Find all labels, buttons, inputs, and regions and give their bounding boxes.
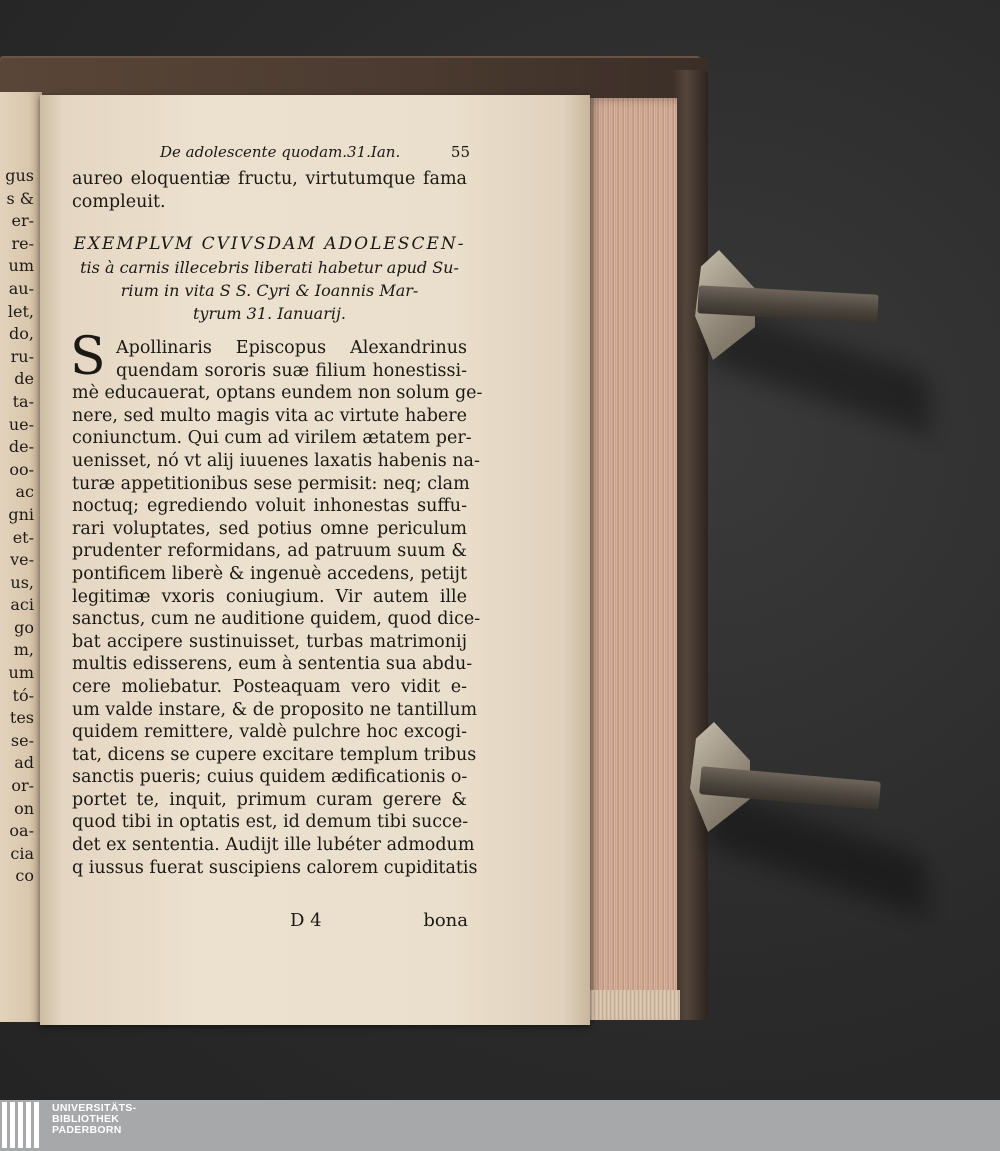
body-line: multis edisserens, eum à sententia sua abdu-	[72, 654, 473, 675]
signature-mark: D 4	[290, 910, 322, 931]
body-line: pontificem liberè & ingenuè accedens, petijt	[72, 563, 467, 584]
left-page-fragment: let,	[7, 301, 34, 321]
body-line: prudenter reformidans, ad patruum suum &	[72, 541, 467, 562]
drop-cap: S	[70, 327, 106, 387]
left-page-fragment: cia	[10, 843, 34, 863]
body-line: sanctis pueris; cuius quidem ædificationis o-	[72, 767, 468, 788]
left-page-fragment: et-	[12, 527, 34, 547]
library-name-line: BIBLIOTHEK	[52, 1113, 120, 1125]
left-page-fragment: er-	[11, 211, 34, 231]
left-page-fragment: re-	[11, 233, 34, 253]
page-number: 55	[450, 143, 470, 161]
text-line: aureo eloquentiæ fructu, virtutumque fama	[72, 169, 467, 189]
left-page-fragment: tes	[9, 708, 34, 728]
body-line: turæ appetitionibus sese permisit: neq; clam	[72, 473, 470, 494]
heading-line: tyrum 31. Ianuarij.	[192, 304, 347, 323]
body-line: Apollinaris Episcopus Alexandrinus	[116, 338, 467, 358]
left-page-fragment: m,	[13, 640, 34, 660]
body-line: portet te, inquit, primum curam gerere &	[72, 789, 467, 810]
library-logo-icon	[0, 1102, 48, 1148]
body-line: mè educauerat, optans eundem non solum ge-	[72, 383, 483, 404]
left-page-fragment: ru-	[10, 346, 34, 366]
body-line: quendam sororis suæ filium honestissi-	[116, 360, 467, 381]
left-page-fragment: au-	[8, 278, 34, 298]
left-page-fragment: s &	[6, 188, 34, 208]
library-name	[52, 1103, 136, 1136]
heading-line: rium in vita S S. Cyri & Ioannis Mar-	[120, 281, 419, 300]
body-line: q iussus fuerat suscipiens calorem cupiditatis	[72, 857, 478, 878]
left-page-fragment: ta-	[12, 391, 34, 411]
left-page-fragment: gus	[5, 166, 34, 185]
left-page-fragment: um	[8, 663, 34, 683]
body-line: quidem remittere, valdè pulchre hoc excogi-	[72, 722, 467, 743]
body-line: sanctus, cum ne auditione quidem, quod dice-	[72, 609, 481, 630]
left-page-fragment: do,	[9, 324, 34, 344]
body-line: uenisset, nó vt alij iuuenes laxatis habenis na-	[72, 450, 480, 471]
left-page-fragment: um	[8, 256, 34, 276]
body-text	[72, 337, 483, 879]
left-page-fragment: ve-	[10, 550, 34, 570]
running-head	[160, 143, 470, 161]
left-page-fragment: ue-	[8, 414, 34, 434]
body-line: tat, dicens se cupere excitare templum tribus	[72, 744, 477, 765]
left-page-text	[0, 165, 34, 888]
left-page-fragment: co	[15, 866, 34, 886]
body-line: noctuq; egrediendo voluit inhonestas suffu-	[72, 496, 467, 517]
book-spine	[672, 70, 708, 1020]
left-page-fragment: se-	[10, 730, 34, 750]
left-page-fragment: de-	[8, 437, 34, 457]
left-page-fragment: oo-	[9, 459, 34, 479]
left-page-fragment: oa-	[9, 821, 34, 841]
left-page-fragment: gni	[8, 504, 34, 524]
page-edges	[585, 98, 677, 1010]
opening-lines	[72, 168, 467, 213]
body-line: legitimæ vxoris coniugium. Vir autem ille	[72, 586, 467, 607]
body-line: bat accipere sustinuisset, turbas matrimonij	[72, 631, 467, 652]
body-line: um valde instare, & de proposito ne tantillum	[72, 699, 478, 720]
left-page-fragment: us,	[10, 572, 34, 592]
left-page-fragment: on	[14, 798, 34, 818]
section-heading	[72, 233, 467, 325]
body-line: cere moliebatur. Posteaquam vero vidit e-	[72, 676, 467, 697]
heading-line: tis à carnis illecebris liberati habetur apud Su-	[80, 258, 459, 277]
catchword: bona	[423, 910, 468, 931]
body-line: det ex sententia. Audijt ille lubéter admodum	[72, 835, 475, 856]
page-edges-bottom	[575, 990, 680, 1020]
library-name-line: PADERBORN	[52, 1124, 122, 1136]
library-footer-bar	[0, 1100, 1000, 1151]
left-page-fragment: ad	[14, 753, 34, 773]
left-page-fragment: or-	[11, 776, 34, 796]
left-page-fragment: de	[14, 369, 34, 389]
left-page-fragment: aci	[10, 595, 34, 615]
text-line: compleuit.	[72, 191, 166, 212]
body-line: quod tibi in optatis est, id demum tibi succe-	[72, 812, 469, 833]
body-line: rari voluptates, sed potius omne periculum	[72, 518, 467, 539]
left-page-fragment: go	[14, 617, 34, 637]
body-line: nere, sed multo magis vita ac virtute habere	[72, 405, 467, 426]
heading-caps-line: EXEMPLVM CVIVSDAM ADOLESCEN-	[73, 234, 466, 254]
library-name-line: UNIVERSITÄTS-	[52, 1102, 137, 1114]
left-page-fragment: ac	[15, 482, 34, 502]
running-head-title: De adolescente quodam.31.Ian.	[160, 143, 401, 161]
body-line: coniunctum. Qui cum ad virilem ætatem per-	[72, 428, 472, 449]
left-page-fragment: tó-	[12, 685, 34, 705]
